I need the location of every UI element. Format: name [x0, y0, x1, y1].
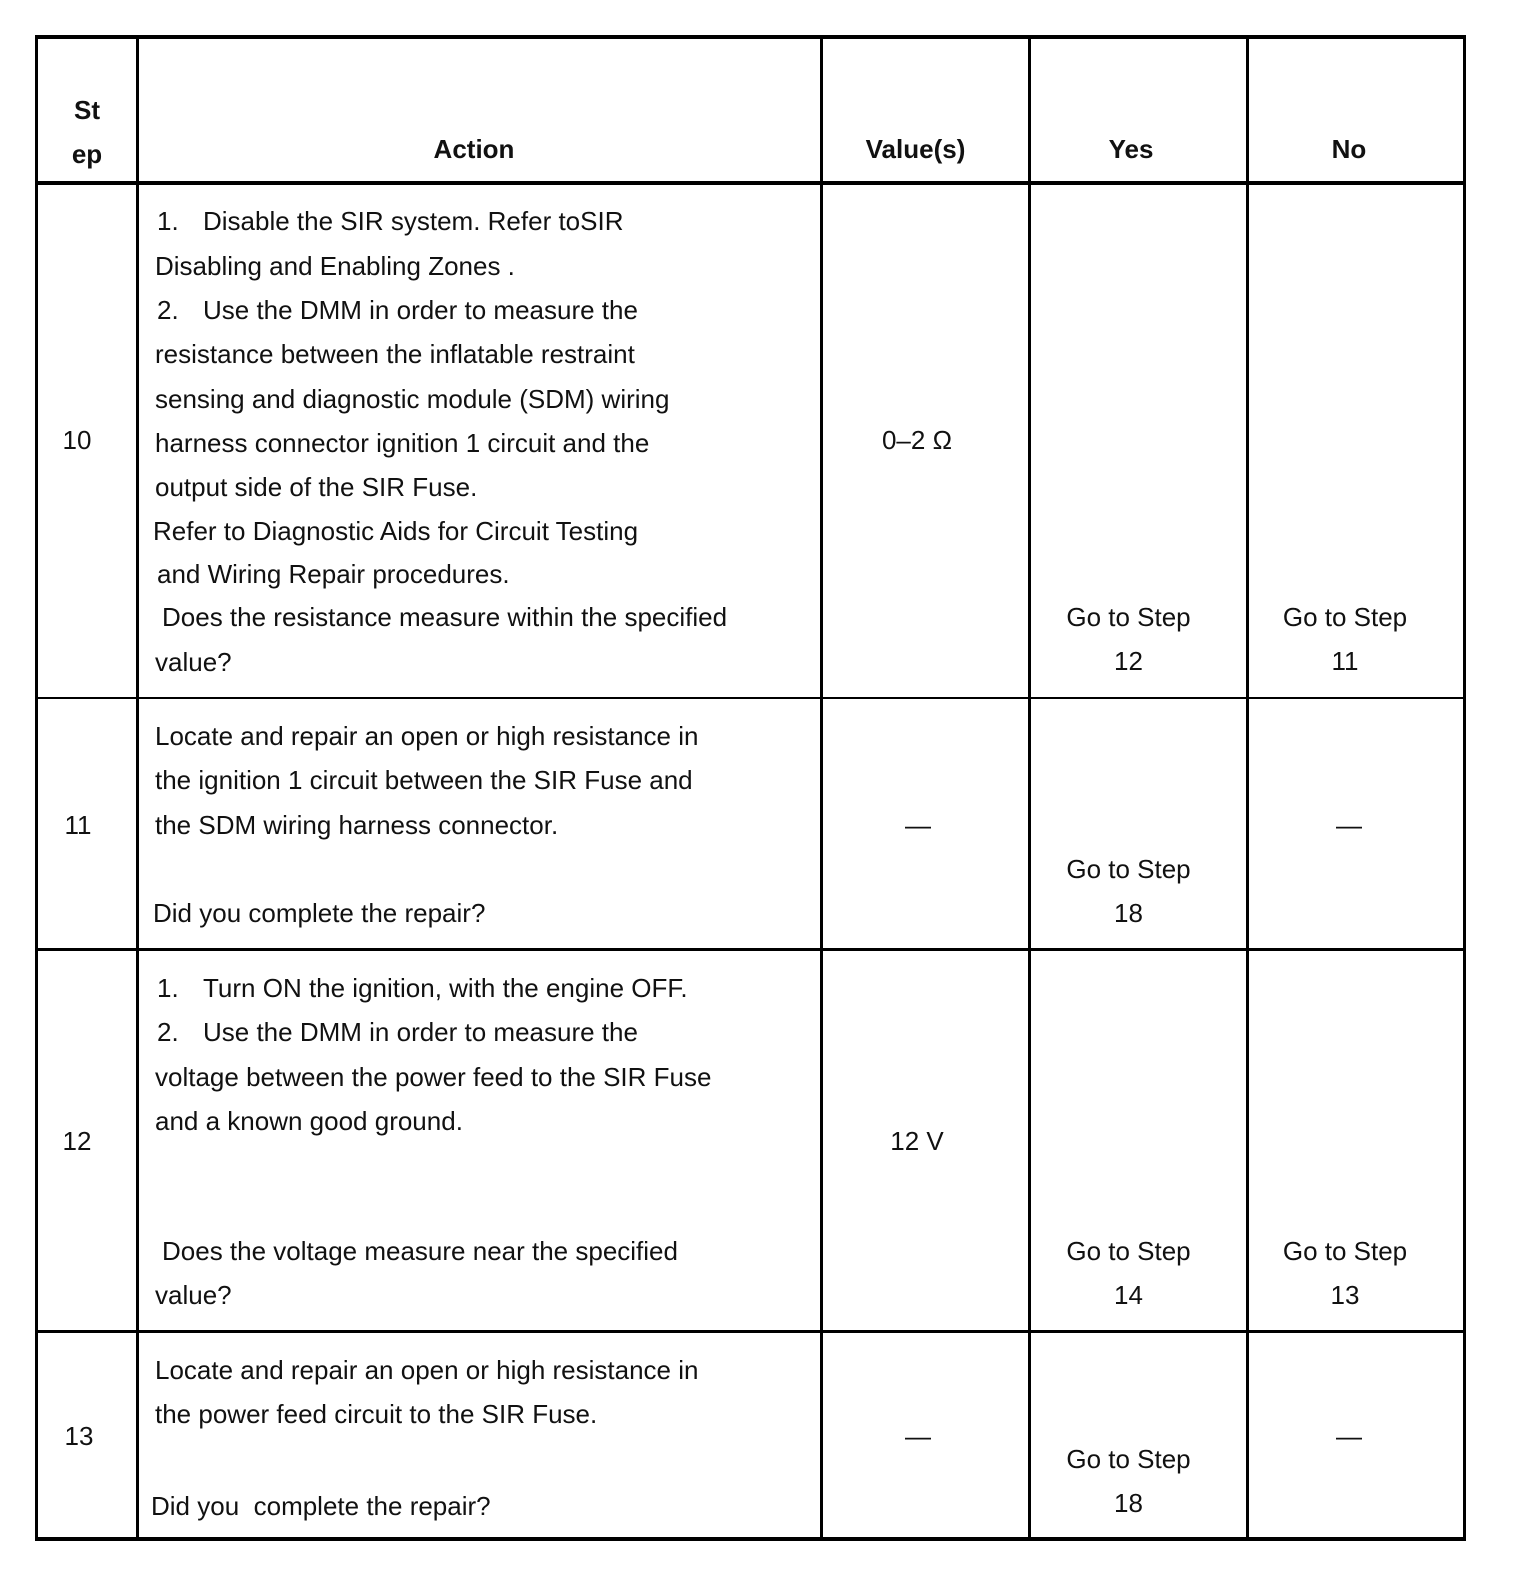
action-question: Did you complete the repair? [153, 898, 486, 928]
action-list-item [157, 966, 688, 1010]
value-cell: 0–2 Ω [881, 425, 953, 455]
header-step-line: St [74, 95, 100, 125]
action-line: Turn ON the ignition, with the engine OFF. [203, 973, 688, 1003]
yes-cell [1031, 1437, 1226, 1525]
action-line: value? [155, 647, 232, 677]
action-line: harness connector ignition 1 circuit and the [155, 428, 650, 458]
action-line: Use the DMM in order to measure the [203, 295, 638, 325]
action-line: voltage between the power feed to the SIR Fuse [155, 1062, 712, 1092]
row-divider [35, 948, 1466, 951]
yes-cell [1031, 595, 1226, 683]
action-question: Does the resistance measure within the specified [162, 602, 728, 632]
step-number: 13 [64, 1421, 94, 1451]
no-cell: — [1336, 1421, 1362, 1451]
yes-goto-label: Go to Step [1066, 602, 1191, 632]
header-step [38, 88, 136, 176]
header-no: No [1331, 134, 1367, 164]
value-cell: — [905, 810, 931, 840]
action-line: and a known good ground. [155, 1106, 463, 1136]
yes-cell [1031, 847, 1226, 935]
header-step-line: ep [71, 139, 103, 169]
row-divider [35, 697, 1466, 699]
no-cell [1249, 1229, 1441, 1317]
row-divider [35, 1330, 1466, 1333]
list-number: 2. [157, 1017, 179, 1047]
col-divider [136, 35, 139, 1541]
action-line: the SDM wiring harness connector. [155, 810, 559, 840]
action-line: Disabling and Enabling Zones . [155, 251, 515, 281]
yes-cell [1031, 1229, 1226, 1317]
action-line: Refer to Diagnostic Aids for Circuit Testing [153, 516, 639, 546]
action-line: Locate and repair an open or high resistance in [155, 1355, 699, 1385]
yes-goto-step: 14 [1114, 1280, 1143, 1310]
action-list-item [157, 199, 623, 243]
no-goto-step: 11 [1331, 646, 1359, 676]
action-line: sensing and diagnostic module (SDM) wiring [155, 384, 670, 414]
action-line: Disable the SIR system. Refer toSIR [203, 206, 624, 236]
yes-goto-step: 12 [1114, 646, 1143, 676]
step-number: 10 [62, 425, 92, 455]
list-number: 1. [157, 973, 179, 1003]
action-line: output side of the SIR Fuse. [155, 472, 478, 502]
no-goto-label: Go to Step [1282, 602, 1408, 632]
header-yes: Yes [1108, 134, 1154, 164]
action-line: and Wiring Repair procedures. [157, 559, 510, 589]
action-line: Use the DMM in order to measure the [203, 1017, 638, 1047]
value-cell: 12 V [890, 1126, 944, 1156]
header-values: Value(s) [865, 134, 966, 164]
yes-goto-step: 18 [1114, 898, 1143, 928]
list-number: 2. [157, 295, 179, 325]
header-divider [35, 181, 1466, 185]
no-goto-step: 13 [1330, 1280, 1360, 1310]
action-list-item [157, 288, 638, 332]
yes-goto-label: Go to Step [1066, 1236, 1191, 1266]
yes-goto-label: Go to Step [1066, 1444, 1191, 1474]
step-number: 11 [64, 810, 92, 840]
no-cell: — [1336, 810, 1362, 840]
action-line: resistance between the inflatable restraint [155, 339, 635, 369]
action-line: Locate and repair an open or high resistance in [155, 721, 699, 751]
action-line: value? [155, 1280, 232, 1310]
table-border-right [1463, 35, 1466, 1541]
value-cell: — [905, 1421, 931, 1451]
step-number: 12 [62, 1126, 92, 1156]
yes-goto-step: 18 [1114, 1488, 1143, 1518]
no-cell [1249, 595, 1441, 683]
col-divider [820, 35, 823, 1541]
header-action: Action [433, 134, 515, 164]
no-goto-label: Go to Step [1282, 1236, 1408, 1266]
action-question: Did you complete the repair? [151, 1491, 491, 1521]
yes-goto-label: Go to Step [1066, 854, 1191, 884]
table-border-bottom [35, 1537, 1466, 1541]
action-question: Does the voltage measure near the specified [162, 1236, 678, 1266]
action-line: the ignition 1 circuit between the SIR Fuse and [155, 765, 693, 795]
table-border-top [35, 35, 1466, 39]
action-list-item [157, 1010, 638, 1054]
table-border-left [35, 35, 38, 1541]
list-number: 1. [157, 206, 179, 236]
action-line: the power feed circuit to the SIR Fuse. [155, 1399, 598, 1429]
